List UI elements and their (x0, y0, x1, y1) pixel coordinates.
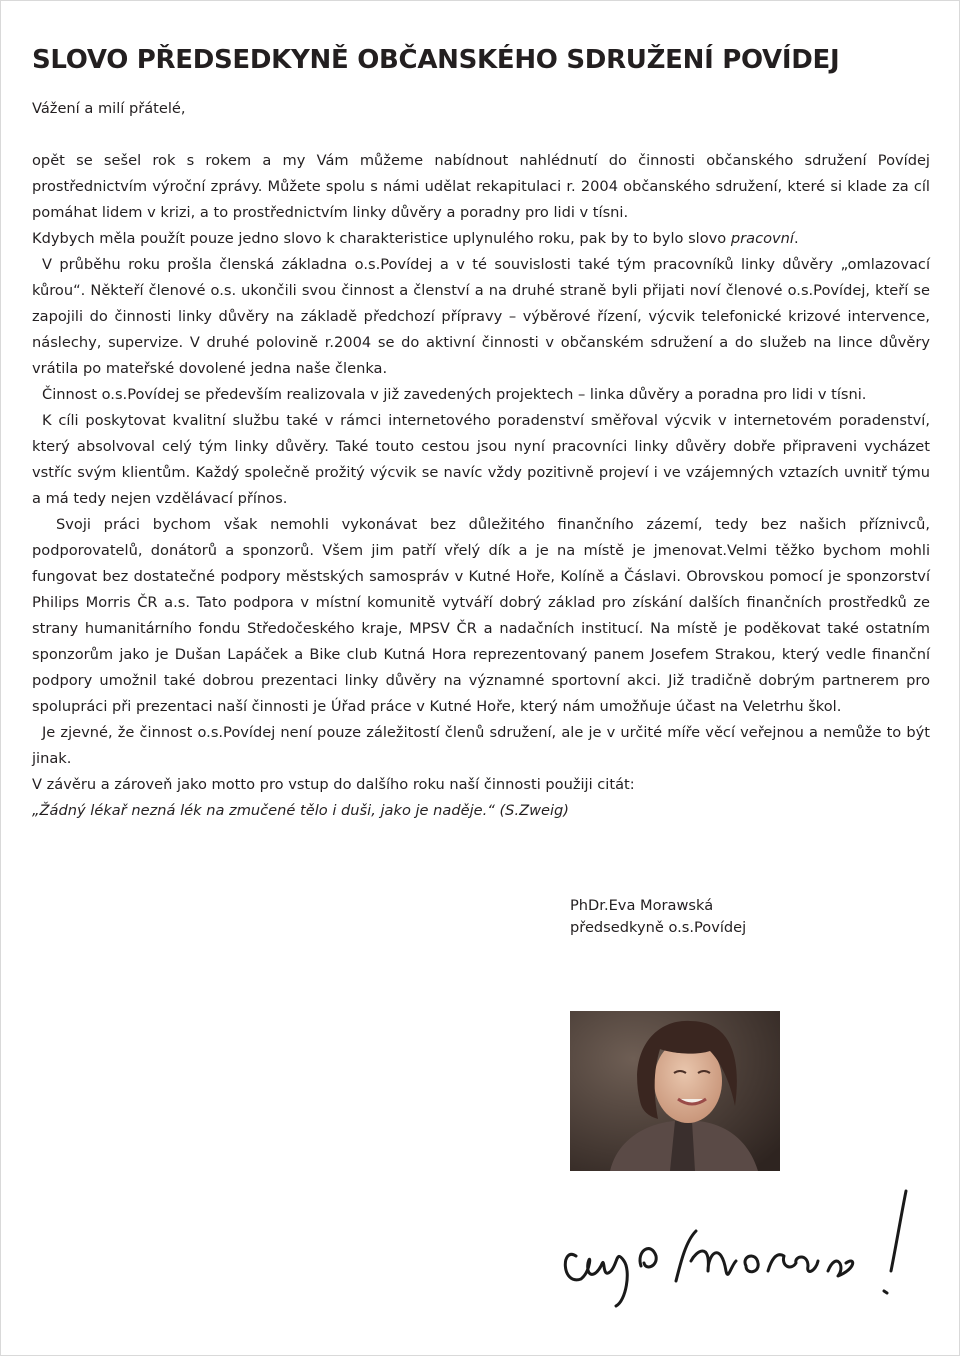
quote: „Žádný lékař nezná lék na zmučené tělo i duši, jako je naděje.“ (S.Zweig) (32, 802, 570, 819)
signature-graphic (546, 1171, 926, 1331)
paragraph-word-end: . (793, 230, 799, 247)
paragraph-intro: opět se sešel rok s rokem a my Vám můžeme nabídnout nahlédnutí do činnosti občanského sdružení Povídej prostřednictvím výroční zprávy. Můžete spolu s námi udělat rekapitulaci r. 2004 občanského sdružení, které si klade za cíl pomáhat lidem v krizi, a to prostřednictvím linky důvěry a poradny pro lidi v tísni. (32, 152, 930, 221)
paragraph-motto: V závěru a zároveň jako motto pro vstup do dalšího roku naší činnosti použiji citát: (32, 776, 635, 793)
paragraph-membership: V průběhu roku prošla členská základna o.s.Povídej a v té souvislosti také tým pracovníků linky důvěry „omlazovací kůrou“. Někteří členové o.s. ukončili svou činnost a členství a na druhé straně byli přijati noví členové o.s.Povídej, kteří se zapojili do činnosti linky důvěry na základě předchozí přípravy – výběrové řízení, výcvik telefonické krizové intervence, náslechy, supervize. V druhé polovině r.2004 se do aktivní činnosti v občanském sdružení a do služeb na lince důvěry vrátila po mateřské dovolené jedna naše členka. (32, 256, 930, 377)
emphasis-word: pracovní (730, 230, 794, 247)
portrait-photo (570, 1011, 780, 1171)
handwritten-signature (546, 1171, 926, 1331)
page-title: SLOVO PŘEDSEDKYNĚ OBČANSKÉHO SDRUŽENÍ POVÍDEJ (32, 45, 840, 75)
portrait-photo-illustration (570, 1011, 780, 1171)
signer-name: PhDr.Eva Morawská (570, 897, 714, 914)
letter-body (32, 96, 930, 824)
paragraph-sponsors: Svoji práci bychom však nemohli vykonávat bez důležitého finančního zázemí, tedy bez našich příznivců, podporovatelů, donátorů a sponzorů. Všem jim patří vřelý dík a je na místě je jmenovat.Velmi těžko bychom mohli fungovat bez dostatečné podpory městských samospráv v Kutné Hoře, Kolíně a Čáslavi. Obrovskou pomocí je sponzorství Philips Morris ČR a.s. Tato podpora v místní komunitě vytváří dobrý základ pro získání dalších finančních prostředků ze strany humanitárního fondu Středočeského kraje, MPSV ČR a nadačních institucí. Na místě je poděkovat také ostatním sponzorům jako je Dušan Lapáček a Bike club Kutná Hora reprezentovaný panem Josefem Strakou, který vedle finanční podpory umožnil také dobrou prezentaci linky důvěry na významné sportovní akci. Již tradičně dobrým partnerem pro spolupráci při prezentaci naší činnosti je Úřad práce v Kutné Hoře, který nám umožňuje účast na Veletrhu škol. (32, 516, 930, 715)
paragraph-public: Je zjevné, že činnost o.s.Povídej není pouze záležitostí členů sdružení, ale je v určité míře věcí veřejnou a nemůže to být jinak. (32, 724, 930, 767)
paragraph-activity: Činnost o.s.Povídej se především realizovala v již zavedených projektech – linka důvěry a poradna pro lidi v tísni. (42, 386, 867, 403)
signature-block (570, 895, 746, 939)
paragraph-word (32, 226, 930, 252)
paragraph-training: K cíli poskytovat kvalitní službu také v rámci internetového poradenství směřoval výcvik v internetovém poradenství, který absolvoval celý tým linky důvěry. Také touto cestou jsou nyní pracovníci linky důvěry dobře připraveni vycházet vstříc svým klientům. Každý společně prožitý výcvik se navíc vždy pozitivně projeví i ve vzájemných vztazích uvnitř týmu a má tedy nejen vzdělávací přínos. (32, 412, 930, 507)
signer-role: předsedkyně o.s.Povídej (570, 919, 747, 936)
greeting: Vážení a milí přátelé, (32, 100, 186, 117)
paragraph-word-text: Kdybych měla použít pouze jedno slovo k charakteristice uplynulého roku, pak by to bylo slovo (32, 230, 731, 247)
